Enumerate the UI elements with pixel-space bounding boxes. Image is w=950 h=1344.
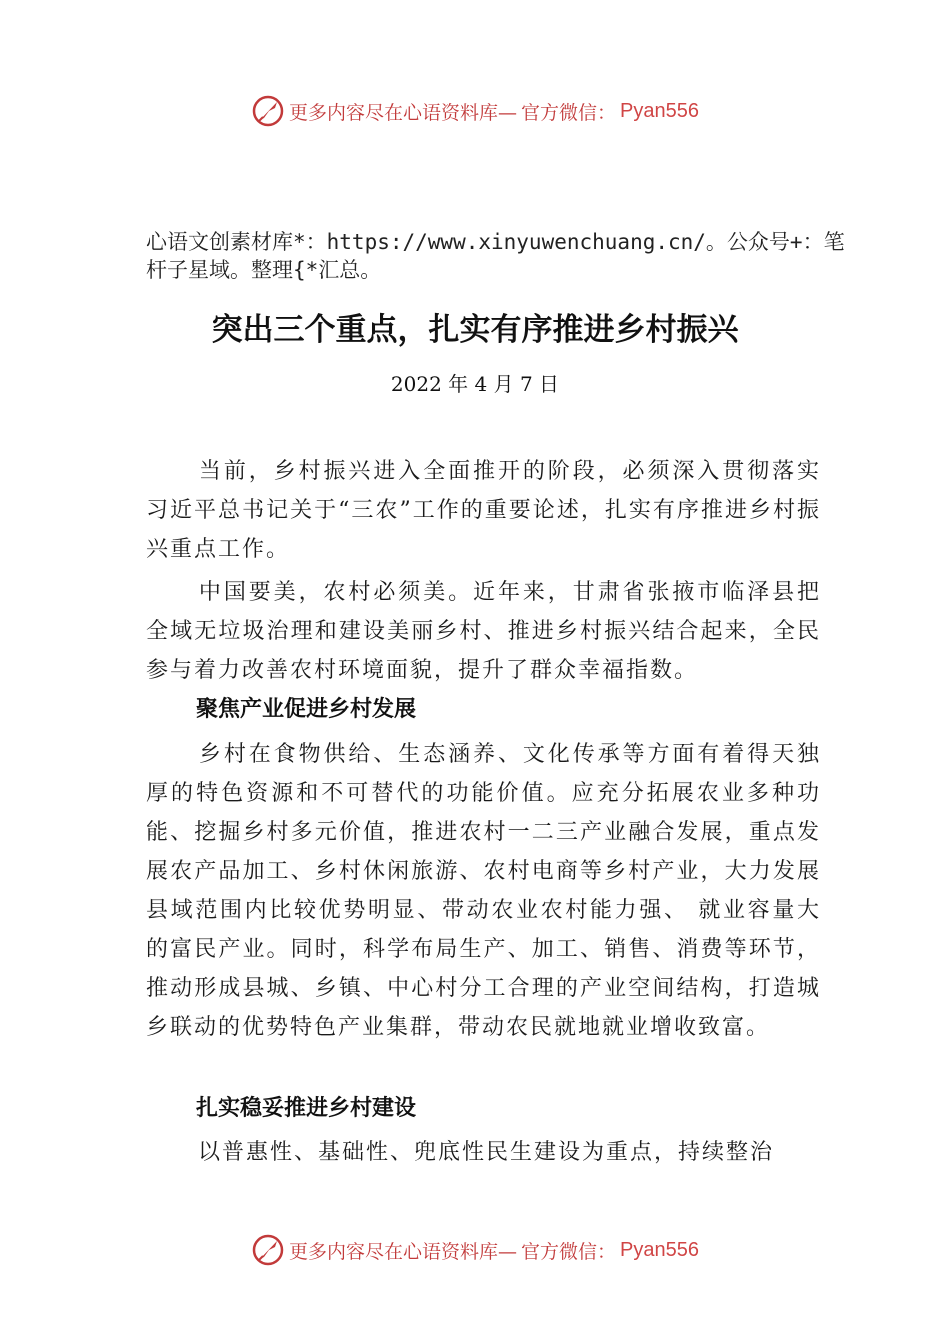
paragraph-1-text: 当前，乡村振兴进入全面推开的阶段，必须深入贯彻落实习近平总书记关于“三农”工作的重要论述，扎实有序推进乡村振兴重点工作。 <box>146 459 821 562</box>
paragraph-1 <box>146 452 821 569</box>
source-line: 心语文创素材库*：https://www.xinyuwenchuang.cn/。公众号+：笔杆子星域。整理{*汇总。 <box>146 230 845 282</box>
banner-wechat-label: 官方微信： <box>521 101 617 124</box>
page-title: 突出三个重点，扎实有序推进乡村振兴 <box>211 312 739 348</box>
paragraph-2 <box>146 573 821 690</box>
section-heading-construction: 扎实稳妥推进乡村建设 <box>196 1096 417 1121</box>
quill-logo-icon <box>251 94 285 128</box>
banner-wechat-id: Pyan556 <box>620 99 699 122</box>
banner-wechat-label: 官方微信： <box>521 1240 617 1263</box>
header-banner <box>0 94 950 128</box>
section-heading-industry: 聚焦产业促进乡村发展 <box>196 697 417 722</box>
banner-text: 更多内容尽在心语资料库— <box>289 1240 518 1263</box>
paragraph-4-text: 以普惠性、基础性、兜底性民生建设为重点，持续整治 <box>198 1140 775 1165</box>
paragraph-2-text: 中国要美，农村必须美。近年来，甘肃省张掖市临泽县把全域无垃圾治理和建设美丽乡村、推进乡村振兴结合起来，全民参与着力改善农村环境面貌，提升了群众幸福指数。 <box>146 580 821 683</box>
quill-logo-icon <box>251 1233 285 1267</box>
paragraph-3-text: 乡村在食物供给、生态涵养、文化传承等方面有着得天独厚的特色资源和不可替代的功能价值。应充分拓展农业多种功能、挖掘乡村多元价值，推进农村一二三产业融合发展，重点发展农产品加工、乡村休闲旅游、农村电商等乡村产业，大力发展县域范围内比较优势明显、带动农业农村能力强、 就业容量大的富民产业。同时，科学布局生产、加工、销售、消费等环节，推动形成县城、乡镇、中心村分工合理的产业空间结构，打造城乡联动的优势特色产业集群，带动农民就地就业增收致富。 <box>146 742 821 1040</box>
paragraph-4 <box>146 1133 821 1172</box>
footer-banner <box>0 1233 950 1267</box>
banner-text: 更多内容尽在心语资料库— <box>289 101 518 124</box>
paragraph-3 <box>146 735 821 1047</box>
banner-wechat-id: Pyan556 <box>620 1238 699 1261</box>
publish-date: 2022 年 4 月 7 日 <box>390 372 560 396</box>
